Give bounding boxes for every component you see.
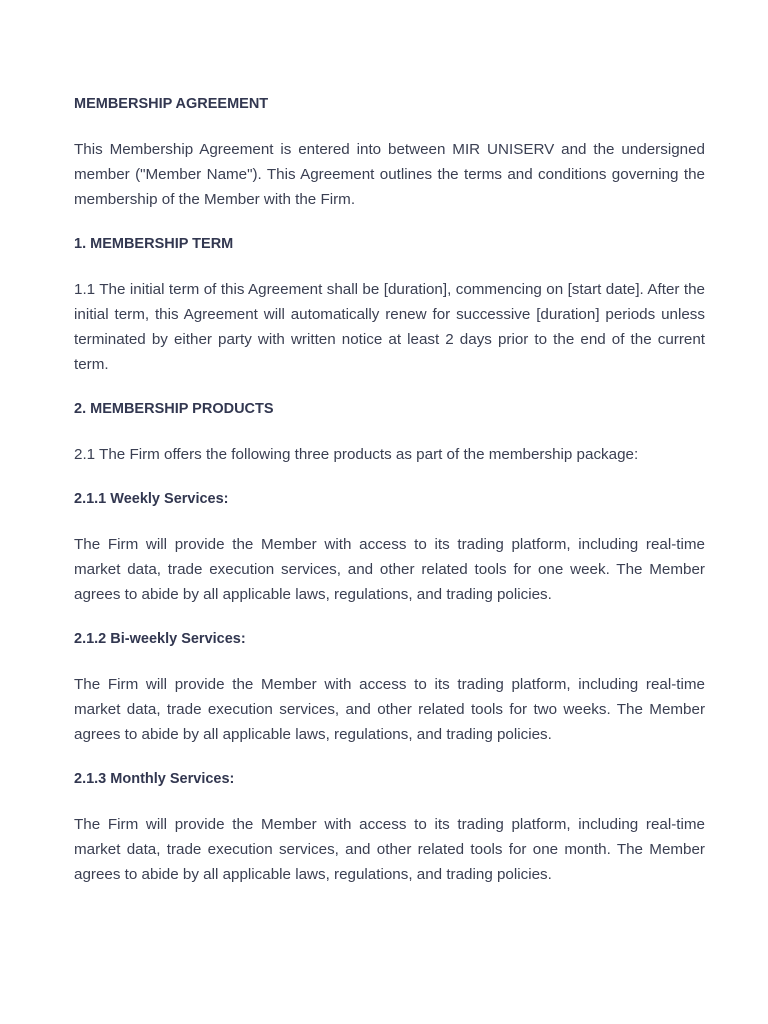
weekly-services-text: The Firm will provide the Member with access to its trading platform, including real-time market data, trade execution services, and other related tools for one week. The Member agrees to abide by all applicable laws, regulations, and trading policies. <box>74 536 705 603</box>
biweekly-services-text: The Firm will provide the Member with access to its trading platform, including real-time market data, trade execution services, and other related tools for two weeks. The Member agrees to abide by all applicable laws, regulations, and trading policies. <box>74 676 705 743</box>
monthly-services-heading: 2.1.3 Monthly Services: <box>74 771 235 787</box>
intro-paragraph: This Membership Agreement is entered into between MIR UNISERV and the undersigned member ("Member Name"). This Agreement outlines the terms and conditions governing the membership of the Member with the Firm. <box>74 141 705 208</box>
biweekly-services-heading: 2.1.2 Bi-weekly Services: <box>74 631 246 647</box>
section-1-heading: 1. MEMBERSHIP TERM <box>74 236 234 252</box>
section-2-heading: 2. MEMBERSHIP PRODUCTS <box>74 401 274 417</box>
monthly-services-text: The Firm will provide the Member with access to its trading platform, including real-time market data, trade execution services, and other related tools for one month. The Member agrees to abide by all applicable laws, regulations, and trading policies. <box>74 816 705 883</box>
clause-1-1: 1.1 The initial term of this Agreement shall be [duration], commencing on [start date]. After the initial term, this Agreement will automatically renew for successive [duration] periods unless terminated by either party with written notice at least 2 days prior to the end of the current term. <box>74 281 705 373</box>
document-title: MEMBERSHIP AGREEMENT <box>74 96 269 112</box>
document-page <box>74 92 705 907</box>
weekly-services-heading: 2.1.1 Weekly Services: <box>74 491 229 507</box>
clause-2-1: 2.1 The Firm offers the following three products as part of the membership package: <box>74 446 639 463</box>
